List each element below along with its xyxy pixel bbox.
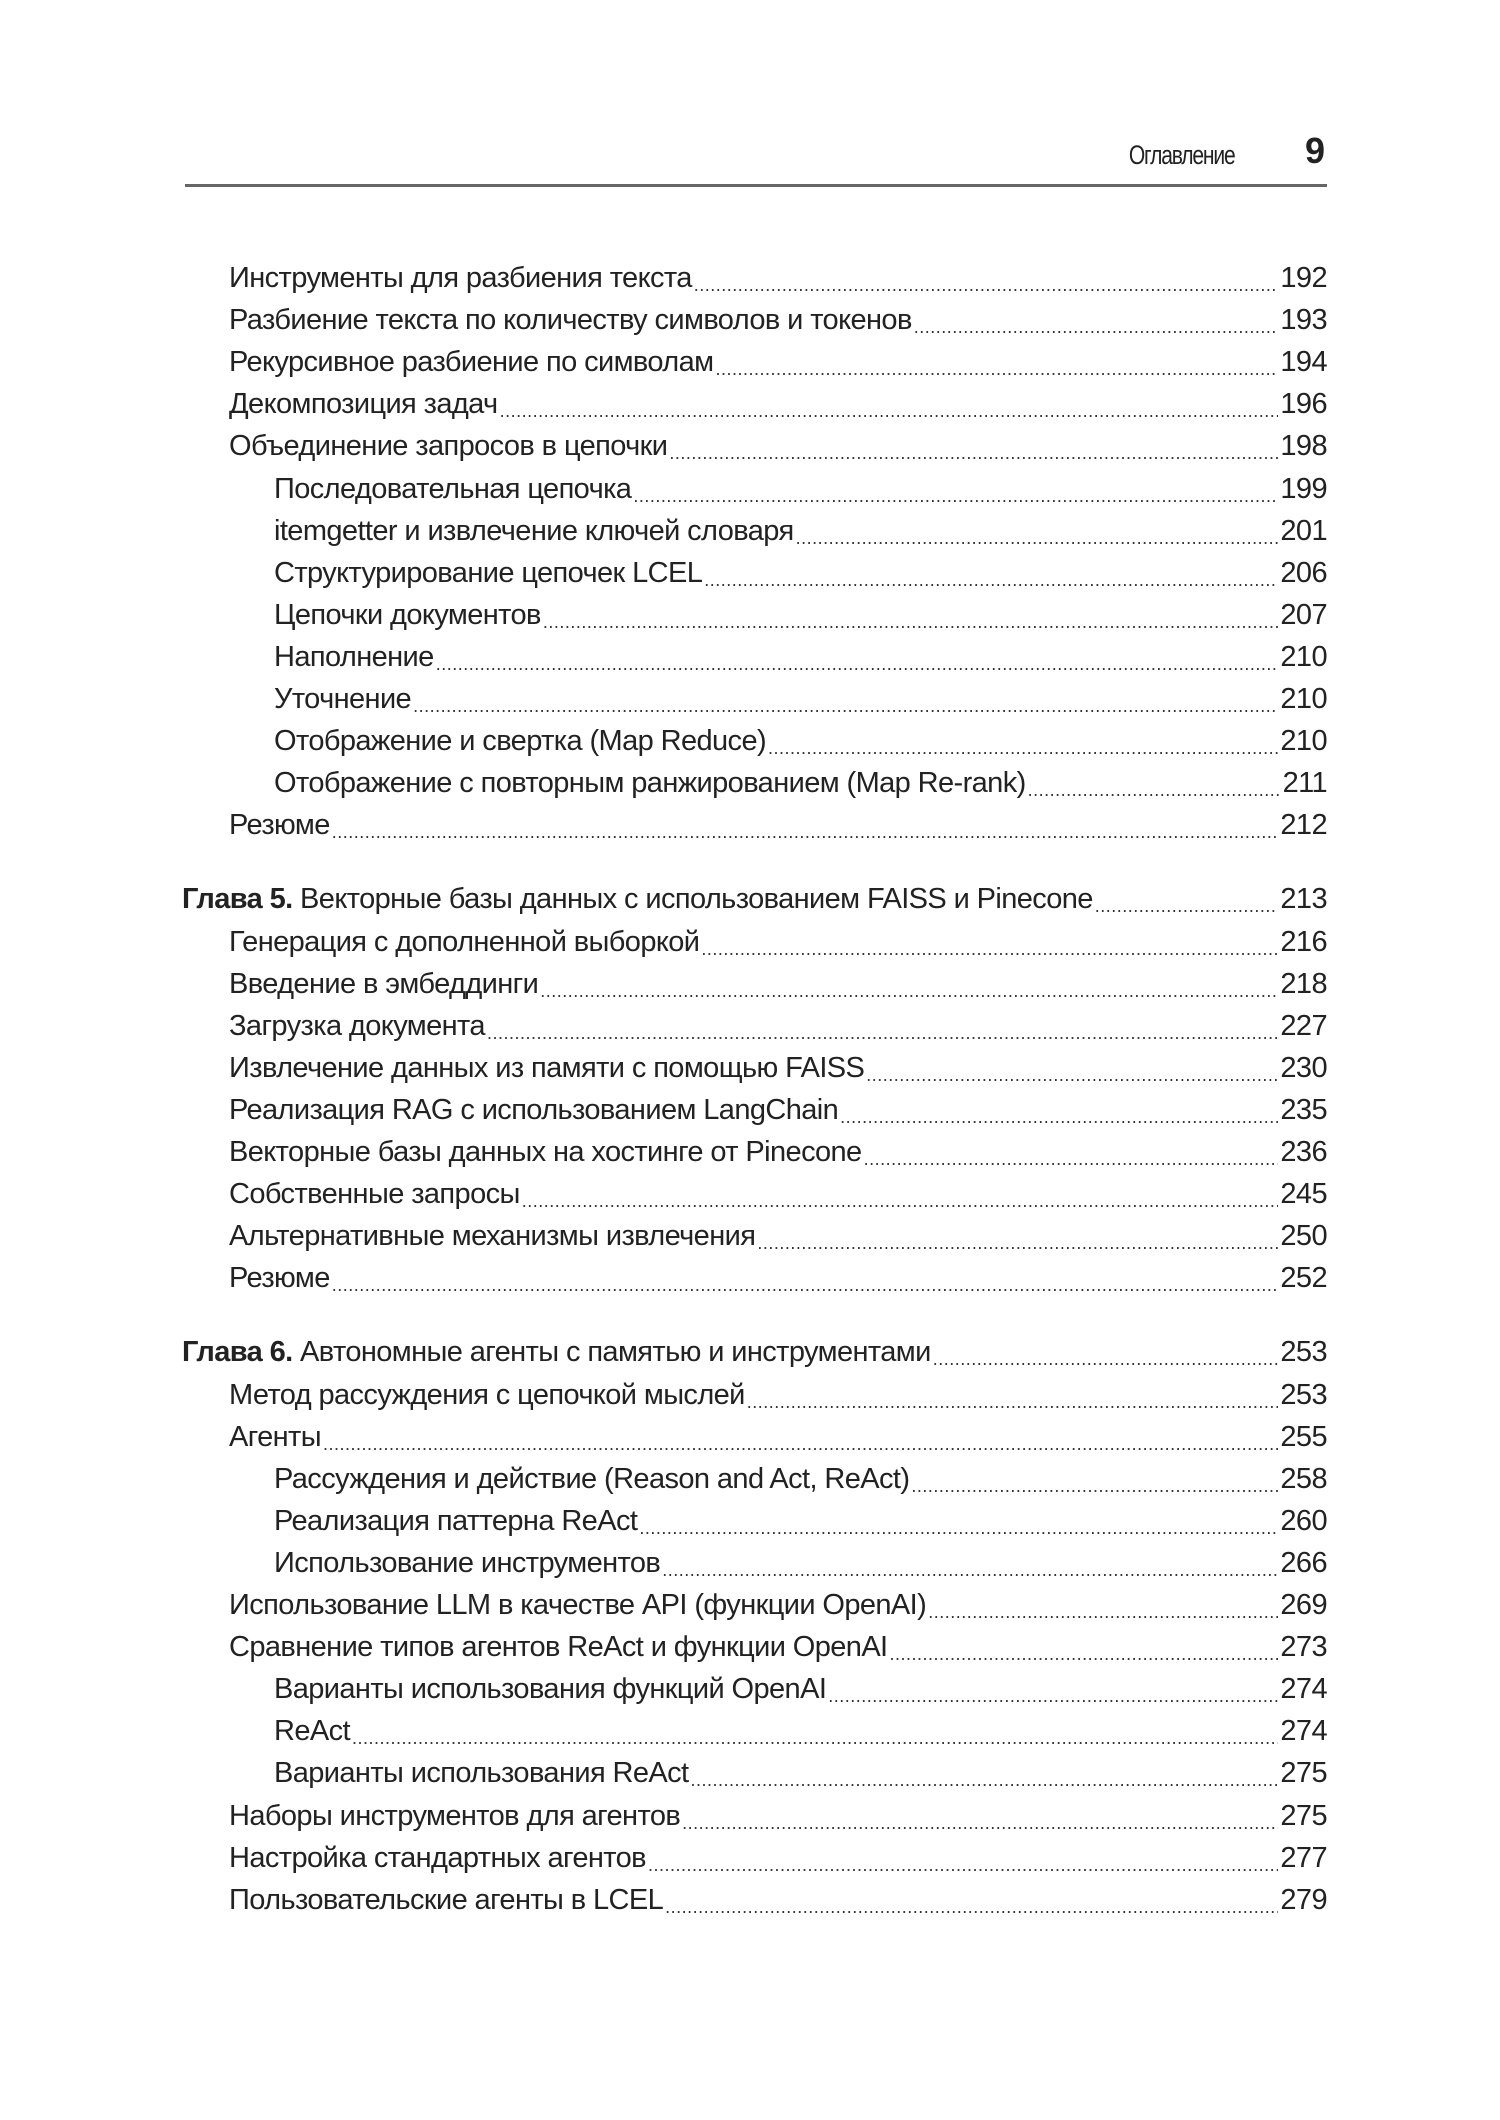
toc-page-number: 198 bbox=[1280, 430, 1327, 463]
toc-entry bbox=[229, 1174, 1327, 1214]
toc-entry bbox=[229, 1375, 1327, 1415]
dot-leader bbox=[500, 384, 1279, 424]
toc-page-number: 230 bbox=[1280, 1051, 1327, 1084]
toc-page-number: 255 bbox=[1280, 1420, 1327, 1453]
toc-entry bbox=[274, 469, 1327, 509]
toc-entry-title: Цепочки документов bbox=[274, 598, 541, 631]
toc-entry bbox=[274, 595, 1327, 635]
toc-page-number: 199 bbox=[1280, 472, 1327, 505]
toc-entry-title: Резюме bbox=[229, 1262, 330, 1295]
dot-leader bbox=[413, 679, 1278, 719]
toc-page-number: 266 bbox=[1280, 1546, 1327, 1579]
toc-entry-title: Последовательная цепочка bbox=[274, 472, 632, 505]
dot-leader bbox=[890, 1627, 1279, 1667]
toc-page-number: 201 bbox=[1280, 514, 1327, 547]
dot-leader bbox=[694, 258, 1279, 298]
toc-entry bbox=[229, 922, 1327, 962]
toc-entry bbox=[229, 384, 1327, 424]
dot-leader bbox=[757, 1216, 1278, 1256]
running-header-title: Оглавление bbox=[1129, 140, 1235, 170]
dot-leader bbox=[648, 1838, 1278, 1878]
toc-entry-title: Сравнение типов агентов ReAct и функции OpenAI bbox=[229, 1631, 888, 1664]
toc-page-number: 207 bbox=[1280, 598, 1327, 631]
toc-page-number: 274 bbox=[1280, 1715, 1327, 1748]
dot-leader bbox=[323, 1417, 1278, 1457]
dot-leader bbox=[704, 553, 1278, 593]
dot-leader bbox=[828, 1669, 1278, 1709]
toc-page-number: 216 bbox=[1280, 925, 1327, 958]
toc-entry-title: Векторные базы данных на хостинге от Pinecone bbox=[229, 1136, 862, 1168]
dot-leader bbox=[796, 511, 1279, 551]
toc-entry bbox=[274, 553, 1327, 593]
toc-page-number: 218 bbox=[1280, 967, 1327, 1000]
toc-entry-title bbox=[182, 879, 1093, 919]
dot-leader bbox=[866, 1048, 1278, 1088]
dot-leader bbox=[864, 1132, 1279, 1172]
toc-entry-title: Декомпозиция задач bbox=[229, 388, 498, 421]
dot-leader bbox=[669, 426, 1278, 466]
toc-entry bbox=[274, 763, 1327, 803]
toc-entry-title: Метод рассуждения с цепочкой мыслей bbox=[229, 1378, 745, 1411]
toc-page-number: 235 bbox=[1280, 1093, 1327, 1126]
toc-entry bbox=[229, 805, 1327, 845]
toc-page-number: 258 bbox=[1280, 1462, 1327, 1495]
toc-page-number: 193 bbox=[1280, 304, 1327, 337]
dot-leader bbox=[933, 1332, 1279, 1372]
dot-leader bbox=[701, 922, 1278, 962]
dot-leader bbox=[928, 1585, 1278, 1625]
toc-page-number: 275 bbox=[1280, 1799, 1327, 1832]
toc-entry bbox=[229, 342, 1327, 382]
toc-page-number: 277 bbox=[1280, 1841, 1327, 1874]
toc-page-number: 236 bbox=[1280, 1136, 1327, 1168]
toc-page-number: 260 bbox=[1280, 1504, 1327, 1537]
toc-page-number: 210 bbox=[1280, 725, 1327, 758]
toc-entry bbox=[229, 964, 1327, 1004]
toc-entry-title: Альтернативные механизмы извлечения bbox=[229, 1220, 756, 1253]
toc-entry-title: Отображение с повторным ранжированием (Map Re-rank) bbox=[274, 767, 1026, 800]
dot-leader bbox=[540, 964, 1278, 1004]
toc-entry-title: Разбиение текста по количеству символов и токенов bbox=[229, 304, 912, 337]
toc-entry bbox=[229, 300, 1327, 340]
dot-leader bbox=[691, 1753, 1279, 1793]
toc-entry-title: Настройка стандартных агентов bbox=[229, 1841, 646, 1874]
dot-leader bbox=[352, 1711, 1278, 1751]
dot-leader bbox=[911, 1459, 1278, 1499]
dot-leader bbox=[747, 1375, 1279, 1415]
toc-entry bbox=[229, 1006, 1327, 1046]
toc-page-number: 227 bbox=[1280, 1009, 1327, 1042]
toc-entry-title: Варианты использования функций OpenAI bbox=[274, 1673, 827, 1706]
toc-page-number: 211 bbox=[1282, 767, 1327, 800]
page-number: 9 bbox=[1304, 130, 1325, 171]
toc-entry bbox=[274, 721, 1327, 761]
toc-entry-title: Загрузка документа bbox=[229, 1009, 485, 1042]
toc-page-number: 274 bbox=[1280, 1673, 1327, 1706]
toc-page-number: 206 bbox=[1280, 556, 1327, 589]
dot-leader bbox=[662, 1543, 1278, 1583]
dot-leader bbox=[840, 1090, 1278, 1130]
dot-leader bbox=[522, 1174, 1279, 1214]
toc-entry-title: Агенты bbox=[229, 1420, 321, 1453]
dot-leader bbox=[639, 1501, 1278, 1541]
toc-entry bbox=[229, 426, 1327, 466]
chapter-title: Векторные базы данных с использованием FAISS и Pinecone bbox=[300, 883, 1093, 916]
dot-leader bbox=[914, 300, 1279, 340]
toc-page-number: 245 bbox=[1280, 1178, 1327, 1211]
toc-entry-title: Использование инструментов bbox=[274, 1546, 661, 1579]
dot-leader bbox=[682, 1796, 1278, 1836]
toc-page-number: 192 bbox=[1280, 262, 1327, 294]
toc-chapter-entry bbox=[182, 879, 1327, 919]
toc-entry-title: Объединение запросов в цепочки bbox=[229, 430, 668, 463]
toc-entry bbox=[274, 1711, 1327, 1751]
dot-leader bbox=[715, 342, 1278, 382]
toc-page-number: 253 bbox=[1280, 1378, 1327, 1411]
toc-page-number: 213 bbox=[1280, 883, 1327, 916]
toc-entry bbox=[274, 511, 1327, 551]
toc-page-number: 269 bbox=[1280, 1589, 1327, 1621]
toc-page-number: 210 bbox=[1280, 683, 1327, 715]
toc-entry bbox=[229, 1417, 1327, 1457]
header-rule bbox=[185, 184, 1327, 187]
toc-page-number: 250 bbox=[1280, 1220, 1327, 1253]
chapter-title: Автономные агенты с памятью и инструментами bbox=[300, 1336, 931, 1369]
toc-entry-title: Введение в эмбеддинги bbox=[229, 967, 539, 1000]
dot-leader bbox=[332, 1258, 1279, 1298]
toc-entry-title: Резюме bbox=[229, 809, 330, 842]
toc-page-number: 210 bbox=[1280, 640, 1327, 673]
chapter-label: Глава 6. bbox=[182, 1336, 293, 1369]
toc-entry-title: Генерация с дополненной выборкой bbox=[229, 925, 700, 958]
toc-entry bbox=[229, 1132, 1327, 1172]
toc-entry bbox=[229, 1585, 1327, 1625]
toc-page-number: 194 bbox=[1280, 346, 1327, 379]
toc-entry-title: Наборы инструментов для агентов bbox=[229, 1799, 681, 1832]
dot-leader bbox=[332, 805, 1279, 845]
toc-entry-title: Наполнение bbox=[274, 640, 434, 673]
toc-chapter-entry bbox=[182, 1332, 1327, 1372]
toc-entry bbox=[229, 1796, 1327, 1836]
dot-leader bbox=[487, 1006, 1278, 1046]
toc-page-number: 273 bbox=[1280, 1631, 1327, 1664]
toc-entry bbox=[229, 1880, 1327, 1920]
toc-entry bbox=[229, 1090, 1327, 1130]
toc-entry bbox=[229, 258, 1327, 298]
toc-page-number: 196 bbox=[1280, 388, 1327, 421]
toc-entry bbox=[274, 1543, 1327, 1583]
toc-entry-title: Структурирование цепочек LCEL bbox=[274, 556, 703, 589]
toc-entry bbox=[274, 637, 1327, 677]
toc-entry-title: Использование LLM в качестве API (функции OpenAI) bbox=[229, 1589, 927, 1621]
toc-entry-title: Собственные запросы bbox=[229, 1178, 520, 1211]
toc-entry-title: Рекурсивное разбиение по символам bbox=[229, 346, 714, 379]
toc-entry-title: Пользовательские агенты в LCEL bbox=[229, 1883, 664, 1916]
toc-page-number: 252 bbox=[1280, 1262, 1327, 1295]
toc-entry-title: Извлечение данных из памяти с помощью FAISS bbox=[229, 1051, 865, 1084]
chapter-label: Глава 5. bbox=[182, 883, 293, 916]
toc-entry bbox=[229, 1216, 1327, 1256]
toc-entry bbox=[229, 1838, 1327, 1878]
running-header bbox=[185, 128, 1327, 182]
toc-entry-title: Отображение и свертка (Map Reduce) bbox=[274, 725, 767, 758]
toc-entry bbox=[229, 1048, 1327, 1088]
dot-leader bbox=[436, 637, 1279, 677]
toc-entry bbox=[229, 1258, 1327, 1298]
toc-entry-title: Реализация паттерна ReAct bbox=[274, 1504, 638, 1537]
dot-leader bbox=[633, 469, 1278, 509]
toc-entry bbox=[274, 1459, 1327, 1499]
toc-entry-title: itemgetter и извлечение ключей словаря bbox=[274, 514, 794, 547]
toc-entry bbox=[274, 679, 1327, 719]
toc-page-number: 212 bbox=[1280, 809, 1327, 842]
toc-entry-title: ReAct bbox=[274, 1715, 350, 1748]
toc-entry bbox=[274, 1501, 1327, 1541]
toc-entry bbox=[274, 1669, 1327, 1709]
toc-page-number: 279 bbox=[1280, 1883, 1327, 1916]
toc-entry-title: Инструменты для разбиения текста bbox=[229, 262, 692, 294]
dot-leader bbox=[543, 595, 1279, 635]
toc-entry-title bbox=[182, 1332, 931, 1372]
toc-entry-title: Реализация RAG с использованием LangChain bbox=[229, 1093, 839, 1126]
toc-entry-title: Рассуждения и действие (Reason and Act, ReAct) bbox=[274, 1462, 910, 1495]
toc-page-number: 275 bbox=[1280, 1757, 1327, 1790]
dot-leader bbox=[1095, 879, 1279, 919]
toc-entry-title: Варианты использования ReAct bbox=[274, 1757, 689, 1790]
toc-entry-title: Уточнение bbox=[274, 683, 412, 715]
dot-leader bbox=[768, 721, 1278, 761]
toc-entry bbox=[229, 1627, 1327, 1667]
dot-leader bbox=[665, 1880, 1278, 1920]
dot-leader bbox=[1028, 763, 1281, 803]
toc-entry bbox=[274, 1753, 1327, 1793]
toc-page-number: 253 bbox=[1280, 1336, 1327, 1369]
